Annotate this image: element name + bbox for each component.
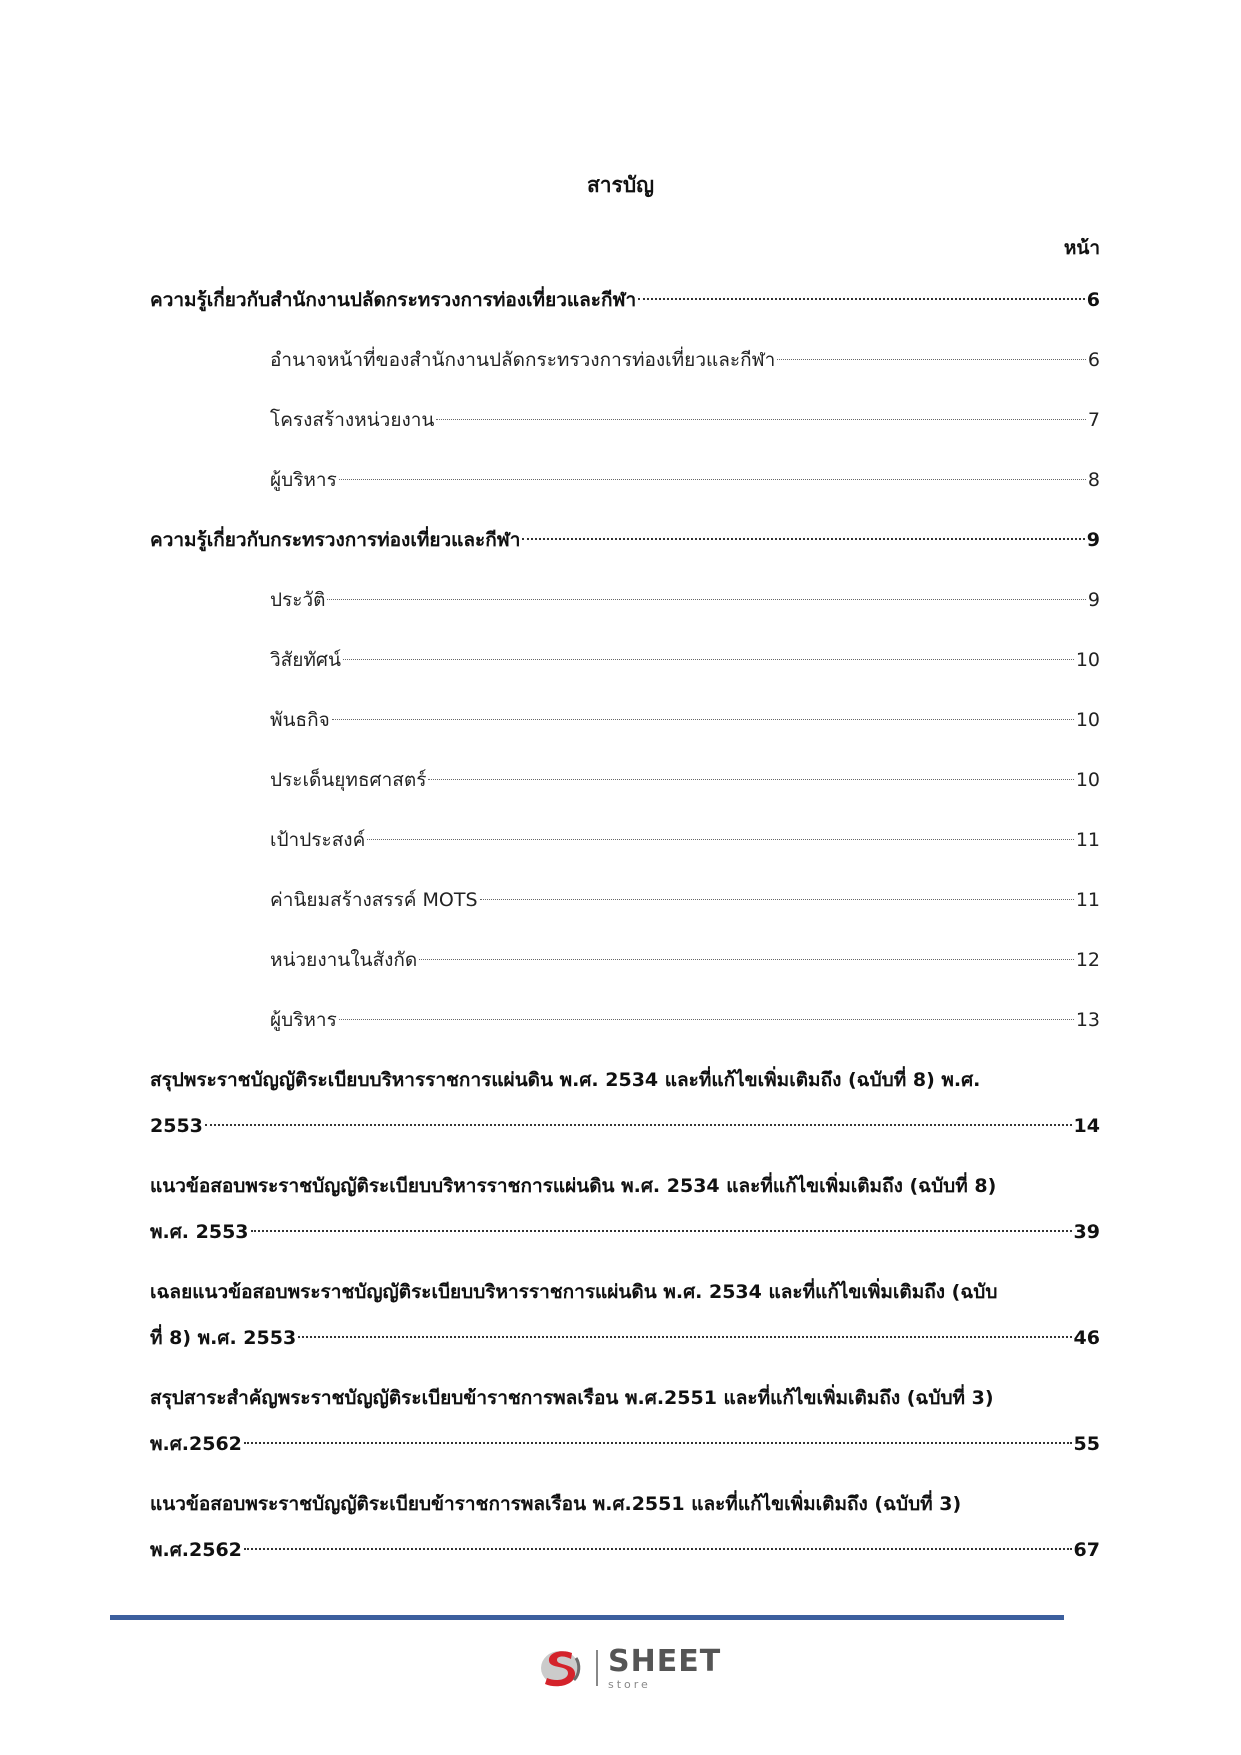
toc-entry-page: 9 — [1086, 529, 1100, 551]
dot-leader — [244, 1548, 1072, 1550]
toc-entry-text: เป้าประสงค์ — [270, 829, 366, 851]
toc-entry-text: โครงสร้างหน่วยงาน — [270, 409, 435, 431]
toc-entry-page: 12 — [1075, 949, 1100, 971]
sheet-store-logo — [538, 1644, 721, 1692]
toc-subentry[interactable] — [150, 465, 1100, 495]
toc-entry-page: 39 — [1073, 1221, 1100, 1243]
toc-entry-text: ค่านิยมสร้างสรรค์ MOTS — [270, 889, 478, 911]
toc-entry-text: อำนาจหน้าที่ของสำนักงานปลัดกระทรวงการท่องเที่ยวและกีฬา — [270, 349, 776, 371]
logo-divider — [596, 1650, 598, 1686]
toc-subentry[interactable] — [150, 825, 1100, 855]
toc-entry-text-line1: แนวข้อสอบพระราชบัญญัติระเบียบข้าราชการพลเรือน พ.ศ.2551 และที่แก้ไขเพิ่มเติมถึง (ฉบับที่ 3) — [150, 1493, 962, 1515]
toc-entry-text-line1: แนวข้อสอบพระราชบัญญัติระเบียบบริหารราชการแผ่นดิน พ.ศ. 2534 และที่แก้ไขเพิ่มเติมถึง (ฉบับที่ 8) — [150, 1175, 997, 1197]
toc-entry-page: 46 — [1073, 1327, 1100, 1349]
dot-leader — [205, 1124, 1072, 1126]
table-of-contents — [150, 285, 1100, 1595]
toc-entry[interactable] — [150, 1489, 1100, 1565]
toc-entry-page: 9 — [1087, 589, 1100, 611]
toc-entry-text: ความรู้เกี่ยวกับสำนักงานปลัดกระทรวงการท่องเที่ยวและกีฬา — [150, 289, 637, 311]
toc-entry-text-line2: พ.ศ.2562 — [150, 1433, 242, 1455]
toc-subentry[interactable] — [150, 1005, 1100, 1035]
dot-leader — [428, 779, 1073, 780]
toc-subentry[interactable] — [150, 645, 1100, 675]
toc-entry-text-line1: สรุปสาระสำคัญพระราชบัญญัติระเบียบข้าราชการพลเรือน พ.ศ.2551 และที่แก้ไขเพิ่มเติมถึง (ฉบับที่ 3) — [150, 1387, 994, 1409]
toc-entry-text-line2: พ.ศ.2562 — [150, 1539, 242, 1561]
toc-subentry[interactable] — [150, 705, 1100, 735]
dot-leader — [436, 419, 1086, 420]
toc-entry-text: หน่วยงานในสังกัด — [270, 949, 418, 971]
toc-entry[interactable] — [150, 1383, 1100, 1459]
toc-subentry[interactable] — [150, 405, 1100, 435]
toc-entry-text: ผู้บริหาร — [270, 1009, 337, 1031]
toc-entry[interactable] — [150, 1171, 1100, 1247]
toc-entry-page: 8 — [1087, 469, 1100, 491]
toc-entry-text-line1: สรุปพระราชบัญญัติระเบียบบริหารราชการแผ่นดิน พ.ศ. 2534 และที่แก้ไขเพิ่มเติมถึง (ฉบับที่ 8) พ.ศ. — [150, 1069, 981, 1091]
toc-entry-text-line1: เฉลยแนวข้อสอบพระราชบัญญัติระเบียบบริหารราชการแผ่นดิน พ.ศ. 2534 และที่แก้ไขเพิ่มเติมถึง (ฉบับ — [150, 1281, 998, 1303]
toc-subentry[interactable] — [150, 345, 1100, 375]
toc-entry-text: ประวัติ — [270, 589, 326, 611]
footer-rule — [110, 1615, 1064, 1620]
toc-entry-page: 10 — [1075, 649, 1100, 671]
toc-entry-page: 6 — [1087, 349, 1100, 371]
toc-entry-text-line2: 2553 — [150, 1115, 203, 1137]
page-title: สารบัญ — [586, 173, 655, 197]
dot-leader — [480, 899, 1074, 900]
toc-entry-page: 10 — [1075, 769, 1100, 791]
toc-entry-page: 13 — [1075, 1009, 1100, 1031]
toc-entry-text: ผู้บริหาร — [270, 469, 337, 491]
dot-leader — [332, 719, 1074, 720]
toc-entry-page: 10 — [1075, 709, 1100, 731]
logo-wordmark: SHEET — [608, 1643, 722, 1679]
dot-leader — [343, 659, 1074, 660]
toc-entry-text: ความรู้เกี่ยวกับกระทรวงการท่องเที่ยวและกีฬา — [150, 529, 521, 551]
toc-entry-page: 67 — [1073, 1539, 1100, 1561]
dot-leader — [419, 959, 1074, 960]
dot-leader — [638, 298, 1085, 300]
toc-subentry[interactable] — [150, 885, 1100, 915]
dot-leader — [244, 1442, 1072, 1444]
toc-entry-page: 14 — [1073, 1115, 1100, 1137]
toc-entry-text: พันธกิจ — [270, 709, 330, 731]
toc-entry-text-line2: พ.ศ. 2553 — [150, 1221, 249, 1243]
dot-leader — [298, 1336, 1071, 1338]
toc-entry-page: 11 — [1075, 829, 1100, 851]
toc-entry-text-line2: ที่ 8) พ.ศ. 2553 — [150, 1327, 297, 1349]
dot-leader — [367, 839, 1074, 840]
toc-entry[interactable] — [150, 1065, 1100, 1141]
dot-leader — [339, 1019, 1074, 1020]
toc-entry-page: 11 — [1075, 889, 1100, 911]
toc-entry-page: 6 — [1086, 289, 1100, 311]
toc-subentry[interactable] — [150, 945, 1100, 975]
toc-entry[interactable] — [150, 285, 1100, 315]
dot-leader — [251, 1230, 1072, 1232]
toc-subentry[interactable] — [150, 585, 1100, 615]
dot-leader — [339, 479, 1086, 480]
dot-leader — [777, 359, 1086, 360]
toc-entry-text: วิสัยทัศน์ — [270, 649, 341, 671]
logo-subtext: store — [608, 1677, 651, 1691]
toc-entry[interactable] — [150, 525, 1100, 555]
toc-entry-page: 55 — [1073, 1433, 1100, 1455]
toc-entry-page: 7 — [1087, 409, 1100, 431]
toc-entry[interactable] — [150, 1277, 1100, 1353]
toc-subentry[interactable] — [150, 765, 1100, 795]
dot-leader — [327, 599, 1085, 600]
page-column-label: หน้า — [1063, 237, 1100, 259]
sheet-store-logo-icon — [538, 1644, 586, 1692]
toc-entry-text: ประเด็นยุทธศาสตร์ — [270, 769, 427, 791]
dot-leader — [522, 538, 1084, 540]
